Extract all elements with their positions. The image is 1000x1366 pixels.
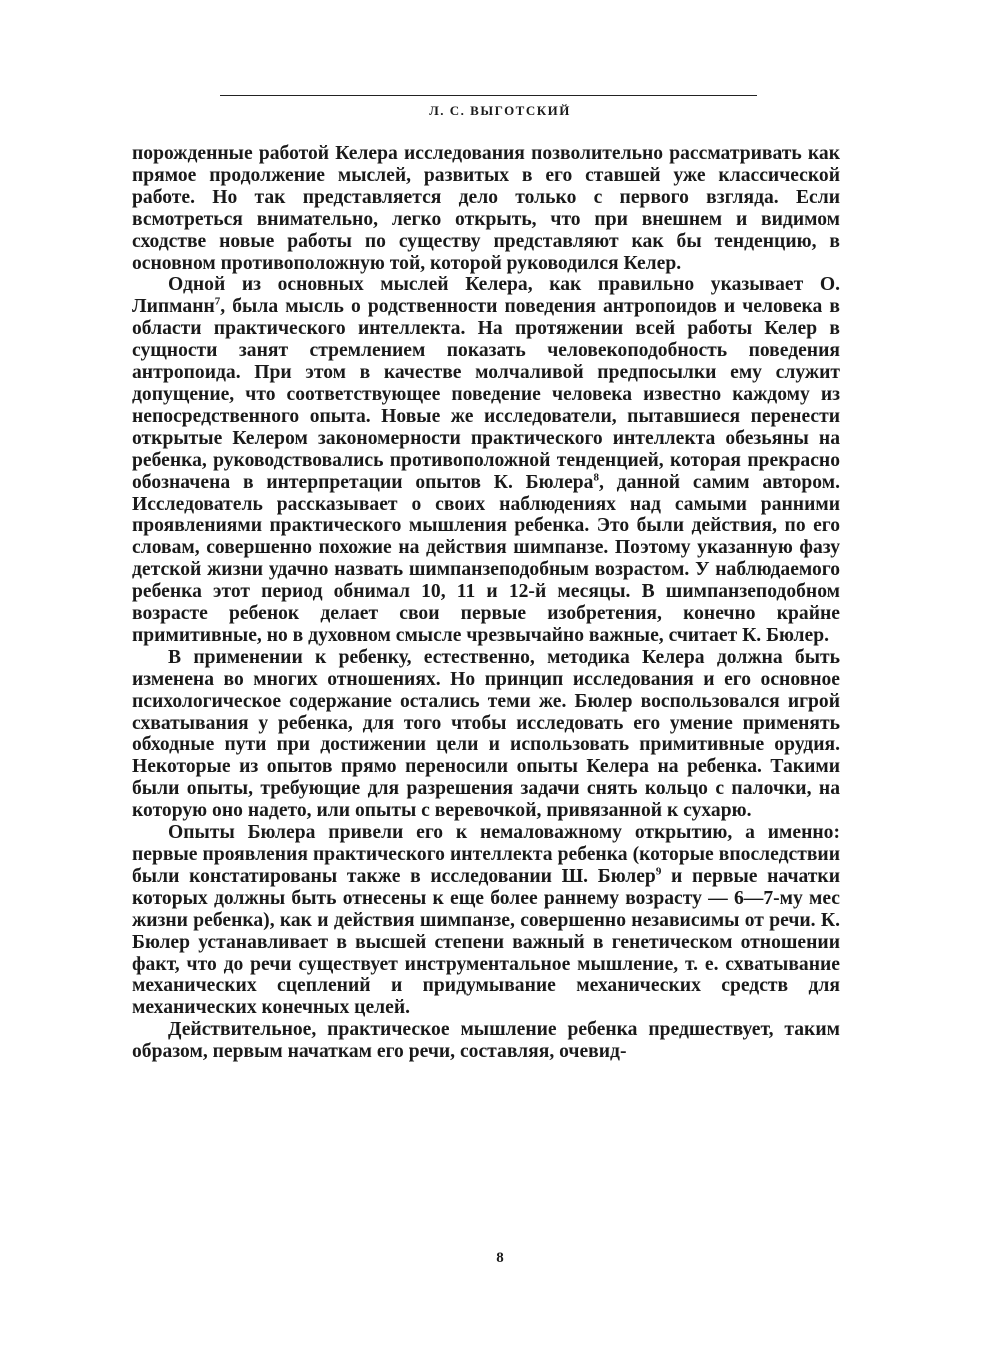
- paragraph-1-text: порожденные работой Келера исследования позволительно рассматривать как прямое продолжение мыслей, развитых в его ставшей уже классической работе. Но так представляется дело только с первого взгляда. Если всмотреться внимательно, легко открыть, что при внешнем и видимом сходстве новые работы по существу представляют как бы тенденцию, в основном противоположную той, которой руководился Келер.: [132, 143, 840, 274]
- paragraph-3: [132, 647, 840, 822]
- footnote-marker-8: 8: [593, 471, 599, 484]
- paragraph-2-text-b: , была мысль о родственности поведения антропоидов и человека в области практического интеллекта. На протяжении всей работы Келер в сущности занят стремлением показать человекоподобность поведения антропоида. При этом в качестве молчаливой предпосылки ему служит допущение, что соответствующее поведение человека известно каждому из непосредственного опыта. Новые же исследователи, пытавшиеся перенести открытые Келером закономерности практического интеллекта обезьяны на ребенка, руководствовались противоположной тенденцией, которая прекрасно обозначена в интерпретации опытов К. Бюлера: [132, 296, 840, 493]
- paragraph-3-text: В применении к ребенку, естественно, методика Келера должна быть изменена во многих отношениях. Но принцип исследования и его основное психологическое содержание остались теми же. Бюлер воспользовался игрой схватывания у ребенка, для того чтобы исследовать его умение применять обходные пути при достижении цели и использовать примитивные орудия. Некоторые из опытов прямо переносили опыты Келера на ребенка. Такими были опыты, требующие для разрешения задачи снять кольцо с палочки, на которую оно надето, или опыты с веревочкой, привязанной к сухарю.: [132, 646, 840, 822]
- running-head: Л. С. ВЫГОТСКИЙ: [429, 103, 571, 118]
- header-rule: [220, 95, 757, 96]
- body-text: [132, 143, 840, 1063]
- paragraph-1: [132, 143, 840, 274]
- paragraph-4-text-a: Опыты Бюлера привели его к немаловажному открытию, а именно: первые проявления практического интеллекта ребенка (которые впоследствии были констатированы также в исследовании Ш. Бюлер: [132, 822, 840, 887]
- footnote-marker-9: 9: [655, 865, 662, 878]
- paragraph-5: [132, 1019, 840, 1063]
- page-number: 8: [496, 1250, 504, 1266]
- paragraph-5-text: Действительное, практическое мышление ребенка предшествует, таким образом, первым начаткам его речи, составляя, очевид-: [132, 1019, 840, 1063]
- footnote-marker-7: 7: [214, 295, 221, 308]
- paragraph-4: [132, 822, 840, 1019]
- paragraph-2-text-a: Одной из основных мыслей Келера, как правильно указывает О. Липманн: [132, 274, 840, 318]
- paragraph-4-text-b: и первые начатки которых должны быть отнесены к еще более раннему возрасту — 6—7-му мес жизни ребенка), как и действия шимпанзе, совершенно независимы от речи. К. Бюлер устанавливает в высшей степени важный в генетическом отношении факт, что до речи существует инструментальное мышление, т. е. схватывание механических сцеплений и придумывание механических средств для механических конечных целей.: [132, 865, 840, 1019]
- paragraph-2: [132, 274, 840, 646]
- paragraph-2-text-c: , данной самим автором. Исследователь рассказывает о своих наблюдениях над самыми ранними проявлениями практического мышления ребенка. Это были действия, по его словам, совершенно похожие на действия шимпанзе. Поэтому указанную фазу детской жизни удачно назвать шимпанзеподобным возрастом. У наблюдаемого ребенка этот период обнимал 10, 11 и 12-й месяцы. В шимпанзеподобном возрасте ребенок делает свои первые изобретения, конечно крайне примитивные, но в духовном смысле чрезвычайно важные, считает К. Бюлер.: [132, 471, 840, 646]
